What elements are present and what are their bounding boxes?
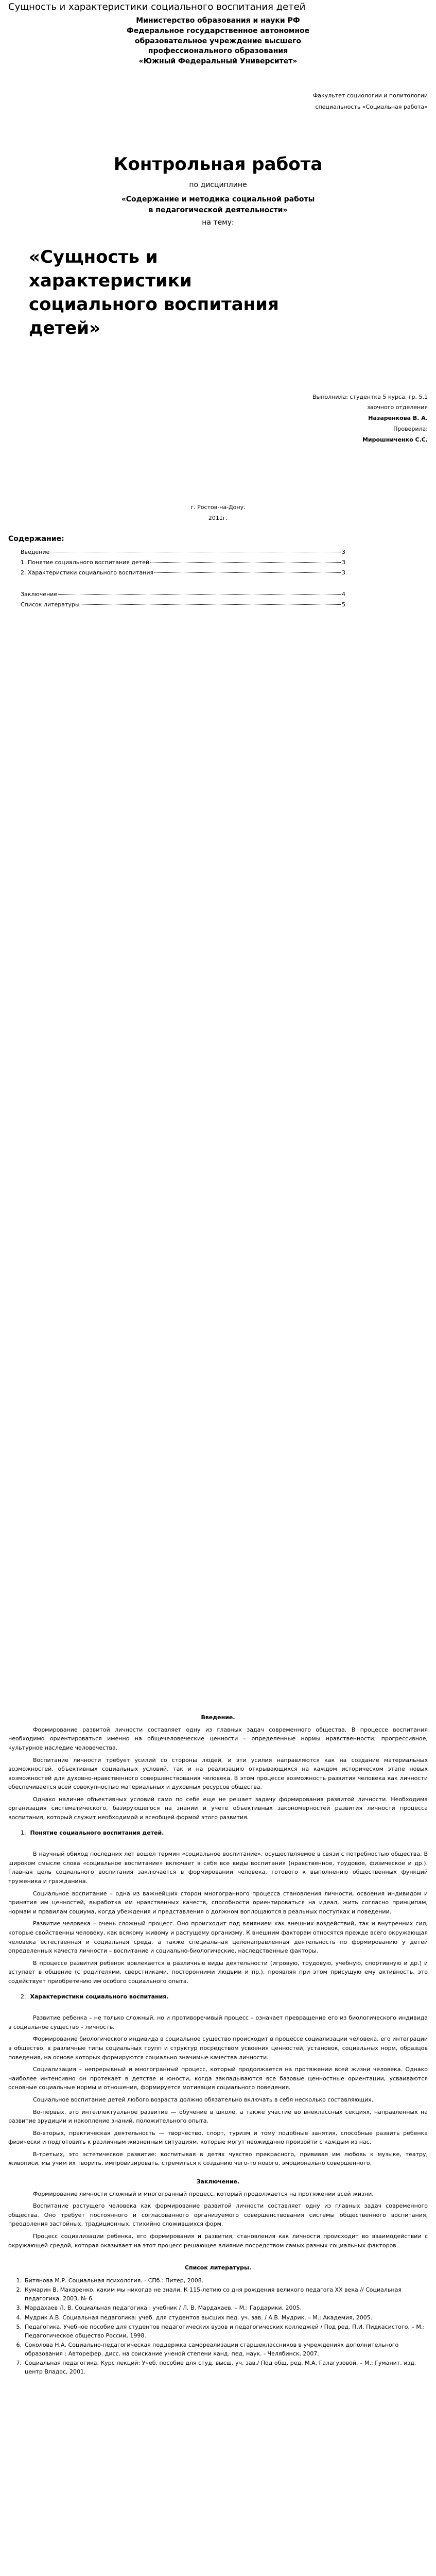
toc-item-section-2 <box>8 568 428 579</box>
toc-leader-dots <box>150 562 341 563</box>
faculty-line: Факультет социологии и политологии <box>312 92 428 99</box>
teacher-name: Мирошниченко С.С. <box>362 436 428 444</box>
toc-item-conclusion <box>8 590 428 600</box>
topic-line-2: характеристики <box>29 270 192 291</box>
by-discipline-label: по дисциплине <box>189 181 247 190</box>
section-2-paragraph-4: Социальное воспитание детей любого возраста должно обязательно включать в себя несколько составляющих. <box>33 2096 374 2103</box>
title-page-header <box>8 16 428 66</box>
student-name: Назаренкова В. А. <box>368 415 428 422</box>
toc-item-label: Заключение <box>21 591 58 598</box>
topic-line-3: социального воспитания <box>29 294 279 315</box>
references-list <box>8 2277 428 2377</box>
intro-paragraph-1: Формирование развитой личности составляет одну из главных задач современного общества. В процессе воспитания необходимо ориентироваться именно на общечеловеческие ценности – определенные нормы нравственности; прогрессивное, культурное наследие человечества. <box>8 1726 428 1751</box>
toc-item-page: 4 <box>342 591 345 598</box>
section-1-number: 1. <box>21 1829 26 1836</box>
reference-item <box>8 2277 428 2285</box>
reference-text: Мудрик А.В. Социальная педагогика: учеб. для студентов высших пед. уч. зав. / А.В. Мудрик. – М.: Академия, 2005. <box>25 2314 373 2321</box>
section-2-number: 2. <box>21 1993 26 2000</box>
reference-item <box>8 2323 428 2340</box>
department-line: заочного отделения <box>367 404 428 411</box>
document-body <box>8 1713 428 2376</box>
toc-item-page: 3 <box>342 559 345 566</box>
toc-heading: Содержание: <box>8 534 64 543</box>
toc-item-label: Список литературы <box>21 601 80 608</box>
conclusion-heading: Заключение. <box>196 2178 240 2185</box>
reference-number: 4. <box>16 2314 22 2321</box>
institution-line-3: профессионального образования <box>148 47 288 56</box>
section-1-heading <box>21 1828 428 1838</box>
reference-text: Социальная педагогика. Курс лекций: Учеб. пособие для студ. высш. уч. зав./ Под общ. ред. М.А. Галагузовой. – М.: Гуманит. изд. центр Владос, 2001. <box>25 2360 416 2375</box>
reference-text: Битянова М.Р. Социальная психология. - СПб.: Питер, 2008. <box>25 2277 204 2284</box>
checked-label: Проверила: <box>393 426 428 433</box>
city-line: г. Ростов-на-Дону. <box>190 503 246 511</box>
toc-item-section-1 <box>8 558 428 568</box>
section-2-paragraph-3: Социализация – непрерывный и многогранный процесс, который продолжается на протяжении всей жизни человека. Однако наиболее интенсивно он протекает в детстве и юности, когда закладываются все базовые ценностные ориентации, усваиваются основные социальные нормы и отношения, формируется мотивация социального поведения. <box>8 2066 428 2091</box>
institution-line-1: Федеральное государственное автономное <box>126 26 310 35</box>
section-2-title: Характеристики социального воспитания. <box>30 1993 169 2000</box>
section-2-paragraph-1: Развитие ребенка – не только сложный, но и противоречивый процесс – означает превращение его из биологического индивида в социальное существо – личность. <box>8 2014 428 2030</box>
section-2-paragraph-6: Во-вторых, практическая деятельность — творчество, спорт, туризм и тому подобные занятия, способные развить ребенка физически и подготовить к различным жизненным ситуациям, которые могут неожиданно произойти с каждым из нас. <box>8 2129 428 2146</box>
toc-spacer <box>8 579 428 590</box>
university-name: «Южный Федеральный Университет» <box>138 57 298 65</box>
reference-text: Педагогика. Учебное пособие для студентов педагогических вузов и педагогических колледжей / Под ред. П.И. Пидкасистого. – М.: Педагогическое общество России, 1998. <box>25 2324 425 2339</box>
section-2-paragraph-2: Формирование биологического индивида в социальное существо происходит в процессе социализации человека, его интеграции в общество, в различные типы социальных групп и структур посредством усвоения ценностей, установок, социальных норм, образцов поведения, на основе которых формируются социально значимые качества личности. <box>8 2036 428 2061</box>
reference-item <box>8 2314 428 2323</box>
reference-text: Кумарин В. Макаренко, каким мы никогда не знали. К 115-летию со дня рождения великого педагога ХХ века // Социальная педагогика. 2003, № 6. <box>25 2286 402 2302</box>
toc-item-page: 3 <box>342 569 345 577</box>
toc-item-references <box>8 600 428 611</box>
ministry-line: Министерство образования и науки РФ <box>136 16 300 25</box>
intro-paragraph-3: Однако наличие объективных условий само по себе еще не решает задачу формирования развитой личности. Необходима организация систематического, базирующегося на знании и учете объективных закономерностей развития личности процесса воспитания, который служит необходимой и всеобщей формой этого развития. <box>8 1795 428 1821</box>
topic-line-1: «Сущность и <box>29 246 158 267</box>
toc-item-page: 5 <box>342 601 345 608</box>
section-2-paragraph-7: В-третьих, это эстетическое развитие: воспитывая в детях чувство прекрасного, прививая им любовь к музыке, театру, живописи, мы учим их творить, импровизировать, стремиться к созданию чего-то нового, эмоционально совершенного. <box>8 2150 428 2167</box>
faculty-block <box>8 90 428 113</box>
section-2-paragraph-5: Во-первых, это интеллектуальное развитие — обучение в школе, а также участие во внеклассных секциях, направленных на развитие эрудиции и накопление знаний, положительного опыта. <box>8 2108 428 2125</box>
conclusion-paragraph-2: Воспитание растущего человека как формирование развитой личности составляет одну из главных задач современного общества. Оно требует постоянного и согласованного организуемого совершенствования системы общественного воспитания, преодоления застойных, традиционных, стихийно сложившихся форм. <box>8 2202 428 2228</box>
reference-number: 7. <box>16 2360 22 2367</box>
references-heading: Список литературы. <box>184 2264 252 2272</box>
toc-item-label: 1. Понятие социального воспитания детей <box>21 559 150 566</box>
conclusion-paragraph-3: Процесс социализации ребенка, его формирования и развития, становления как личности происходит во взаимодействии с окружающей средой, которая оказывает на этот процесс решающее влияние посредством самых разных социальных факторов. <box>8 2233 428 2249</box>
topic-line-4: детей» <box>29 317 101 338</box>
reference-item <box>8 2304 428 2313</box>
section-1-paragraph-1: В научный обиход последних лет вошел термин «социальное воспитание», осуществляемое в связи с потребностью общества. В широком смысле слова «социальное воспитание» включает в себя все виды воспитания (нравственное, трудовое, физическое и др.). Главная цель социального воспитания заключается в формировании человека, готового к выполнению общественных функций труженика и гражданина. <box>8 1851 428 1885</box>
reference-number: 3. <box>16 2304 22 2312</box>
toc-item-label: 2. Характеристики социального воспитания <box>21 569 154 577</box>
conclusion-paragraph-1: Формирование личности сложный и многогранный процесс, который продолжается на протяжении всей жизни. <box>33 2190 374 2197</box>
specialty-line: специальность «Социальная работа» <box>315 104 428 111</box>
table-of-contents <box>8 548 428 611</box>
subject-line-2: в педагогической деятельности» <box>148 206 288 214</box>
topic-title <box>29 246 428 341</box>
on-topic-label: на тему: <box>202 218 234 227</box>
performer-line: Выполнила: студентка 5 курса, гр. 5.1 <box>312 393 428 400</box>
toc-item-label: Введение <box>21 549 50 556</box>
section-1-paragraph-4: В процессе развития ребенок вовлекается в различные виды деятельности (игровую, трудовую, учебную, спортивную и др.) и вступает в общение (с родителями, сверстниками, посторонними людьми и пр.), проявляя при этом присущую ему активность, это содействует приобретению им особого социального опыта. <box>8 1959 428 1985</box>
reference-number: 1. <box>16 2277 22 2284</box>
toc-item-page: 3 <box>342 549 345 556</box>
place-block <box>8 502 428 524</box>
section-2-heading <box>21 1992 428 2002</box>
reference-item <box>8 2359 428 2376</box>
institution-line-2: образовательное учреждение высшего <box>134 37 302 45</box>
year-line: 2011г. <box>208 514 228 521</box>
toc-item-intro <box>8 548 428 558</box>
toc-leader-dots <box>81 604 341 605</box>
document-title: Сущность и характеристики социального воспитания детей <box>8 2 306 12</box>
section-1-paragraph-3: Развитие человека – очень сложный процесс. Оно происходит под влиянием как внешних воздействий, так и внутренних сил, которые свойственны человеку, как всякому живому и растущему организму. К внешним факторам относятся прежде всего окружающая человека естественная и социальная среда, а также специальная целенаправленная деятельность по формированию у детей определенных качеств личности – воспитание и социально-биологические, наследственные факторы. <box>8 1920 428 1955</box>
reference-number: 5. <box>16 2324 22 2331</box>
intro-heading: Введение. <box>201 1714 235 1721</box>
section-1-title: Понятие социального воспитания детей. <box>30 1829 164 1836</box>
toc-leader-dots <box>154 572 341 573</box>
document-page <box>0 1 436 2418</box>
reference-item <box>8 2341 428 2358</box>
intro-paragraph-2: Воспитание личности требует усилий со стороны людей, и эти усилия направляются как на создание материальных возможностей, объективных социальных условий, так и на реализацию открывающихся на каждом историческом этапе новых возможностей для духовно-нравственного совершенствования человека. В этом процессе возможность развития человека как личности обеспечивается всей совокупностью материальных и духовных ресурсов общества. <box>8 1756 428 1791</box>
reference-text: Соколова Н.А. Социально-педагогическая поддержка самореализации старшеклассников в учреждениях дополнительного образования : Авторефер. дисс. на соискание ученой степени канд. пед. наук. - Челябинск, 2007. <box>25 2342 399 2357</box>
toc-leader-dots <box>58 594 341 595</box>
reference-number: 6. <box>16 2342 22 2349</box>
work-title: Контрольная работа <box>113 154 323 175</box>
reference-text: Мардахаев Л. В. Социальная педагогика : учебник / Л. В. Мардахаев. – М.: Гардарики, 2005. <box>25 2304 302 2312</box>
performer-block <box>8 392 428 446</box>
reference-item <box>8 2286 428 2303</box>
subject-line-1: «Содержание и методика социальной работы <box>121 195 315 204</box>
section-1-paragraph-2: Социальное воспитание – одна из важнейших сторон многогранного процесса становления личности, освоения индивидом и принятия им ценностей, выработка им нравственных качеств, способности ориентироваться на идеал, жить согласно принципам, нормам и правилам социума, когда убеждения и представления о должном воплощаются в реальных поступках и поведении. <box>8 1890 428 1915</box>
reference-number: 2. <box>16 2286 22 2294</box>
